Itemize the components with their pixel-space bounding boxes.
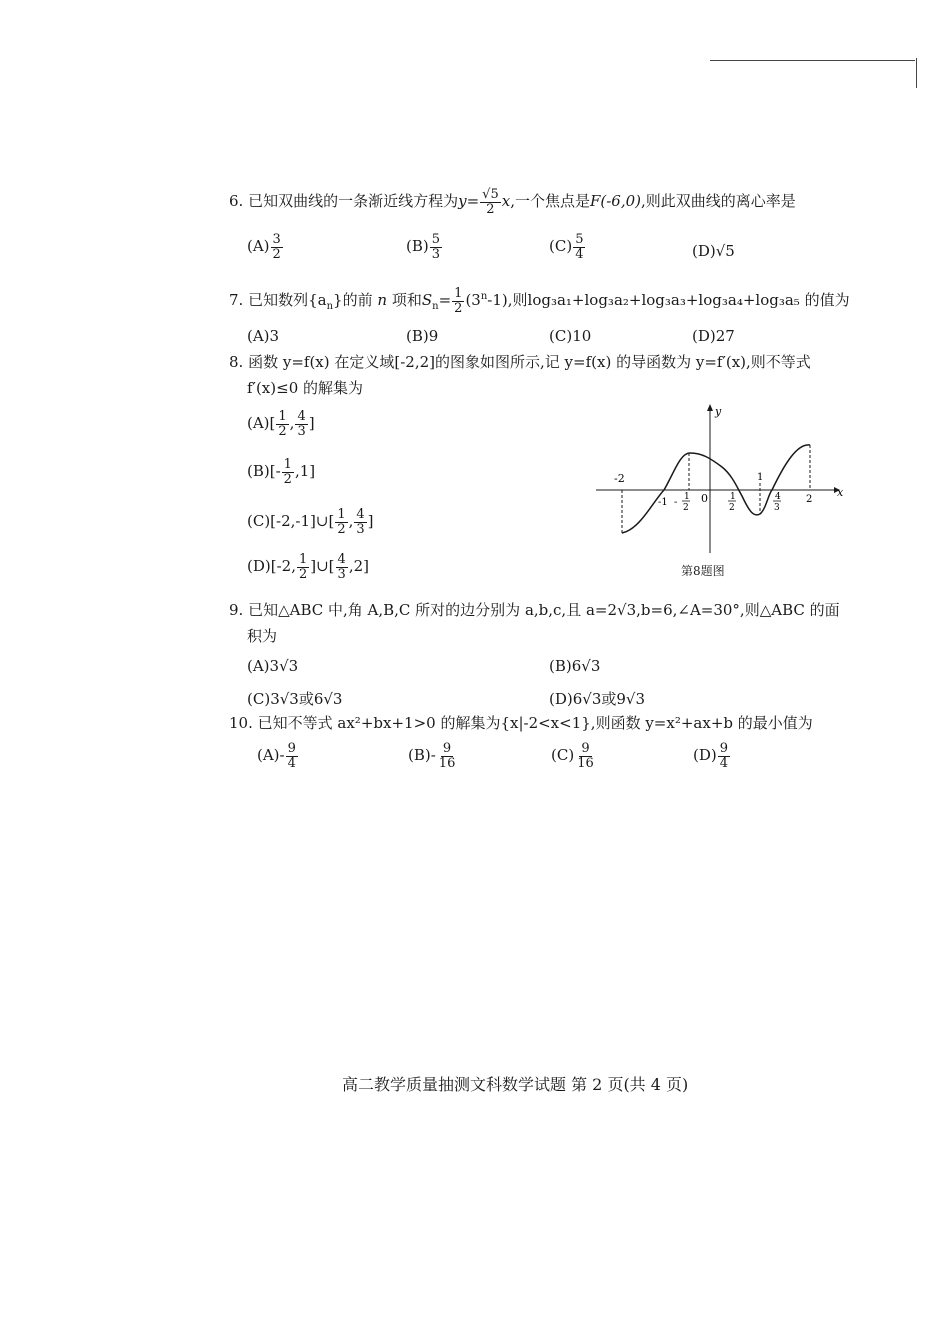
- tick-label: 1: [757, 472, 764, 483]
- figure-caption: 第8题图: [681, 564, 725, 578]
- option-d: (D)[-2, $\frac{1}{2}$ ]∪[ $\frac{4}{3}$ ,2]: [247, 552, 369, 582]
- page-footer: 高二教学质量抽测文科数学试题 第 2 页(共 4 页): [342, 1075, 689, 1094]
- focus-text: F(-6,0): [589, 192, 642, 211]
- fraction: $\frac{√5}{2}$: [482, 187, 499, 217]
- function-curve: [622, 445, 813, 533]
- scan-artifact-line: [916, 58, 917, 88]
- graph-svg: [592, 403, 842, 558]
- option-d: (D) $\frac{9}{4}$: [693, 741, 729, 771]
- log-expression: log₃a₁+log₃a₂+log₃a₃+log₃a₄+log₃a₅: [527, 291, 800, 310]
- question-number: 9.: [229, 601, 244, 619]
- option-d: (D)6√3或9√3: [549, 690, 646, 708]
- option-c: (C)3√3或6√3: [247, 690, 343, 708]
- tick-label-sign: -: [674, 497, 678, 508]
- tick-label-den: 2: [729, 503, 735, 513]
- option-d: (D)√5: [692, 242, 735, 260]
- y-axis-arrow: [707, 404, 713, 411]
- option-c: (C) $\frac{5}{4}$: [549, 232, 584, 262]
- question-number: 6.: [229, 192, 244, 211]
- tick-label: -2: [614, 472, 625, 485]
- question-8-line2: f′(x)≤0 的解集为: [247, 379, 364, 397]
- equation-text: y=: [458, 192, 480, 211]
- option-c: (C)[-2,-1]∪[ $\frac{1}{2}$ , $\frac{4}{3}$ ]: [247, 507, 374, 537]
- question-number: 8.: [229, 353, 244, 371]
- option-a: (A)3: [247, 327, 280, 345]
- question-9-line2: 积为: [247, 627, 278, 645]
- option-d: (D)27: [692, 327, 735, 345]
- option-c: (C) $\frac{9}{16}$: [551, 741, 594, 771]
- option-a: (A)- $\frac{9}{4}$: [257, 741, 296, 771]
- axis-label-x: x: [837, 486, 844, 499]
- tick-label-num: 1: [730, 492, 736, 502]
- option-a: (A)[ $\frac{1}{2}$ , $\frac{4}{3}$ ]: [247, 409, 315, 439]
- option-a: (A) $\frac{3}{2}$: [247, 232, 281, 262]
- option-b: (B) $\frac{5}{3}$: [406, 232, 441, 262]
- question-6: 6. 已知双曲线的一条渐近线方程为y= $\frac{√5}{2}$ x,一个焦点是F(-6,0),则此双曲线的离心率是: [229, 187, 796, 217]
- question-7: 7. 已知数列$\{a_n\}$的前 n 项和$S_n=$ $\frac{1}{2}$ (3$^n$-1),则log₃a₁+log₃a₂+log₃a₃+log₃a₄+log₃a₅ 的值为: [229, 286, 850, 316]
- question-10: 10. 已知不等式 ax²+bx+1>0 的解集为{x|-2<x<1},则函数 y=x²+ax+b 的最小值为: [229, 714, 813, 732]
- tick-label: 2: [806, 494, 813, 505]
- origin-label: 0: [701, 492, 708, 505]
- tick-label-den: 2: [683, 503, 689, 513]
- tick-label-num: 1: [684, 492, 690, 502]
- tick-label-den: 3: [774, 503, 780, 513]
- scan-artifact-line: [710, 60, 915, 61]
- option-c: (C)10: [549, 327, 592, 345]
- option-b: (B)- $\frac{9}{16}$: [408, 741, 456, 771]
- question-8: 8. 函数 y=f(x) 在定义域[-2,2]的图象如图所示,记 y=f(x) 的导函数为 y=f′(x),则不等式: [229, 353, 811, 371]
- question-9: 9. 已知△ABC 中,角 A,B,C 所对的边分别为 a,b,c,且 a=2√3,b=6,∠A=30°,则△ABC 的面: [229, 601, 840, 619]
- option-b: (B)[- $\frac{1}{2}$ ,1]: [247, 457, 316, 487]
- tick-label-num: 4: [775, 492, 781, 502]
- axis-label-y: y: [715, 405, 722, 418]
- question-number: 7.: [229, 291, 244, 310]
- option-b: (B)6√3: [549, 657, 601, 675]
- option-b: (B)9: [406, 327, 439, 345]
- question-text: 已知双曲线的一条渐近线方程为: [248, 192, 459, 211]
- tick-label: -1: [658, 497, 668, 508]
- function-graph: [592, 403, 842, 558]
- option-a: (A)3√3: [247, 657, 299, 675]
- question-number: 10.: [229, 714, 253, 732]
